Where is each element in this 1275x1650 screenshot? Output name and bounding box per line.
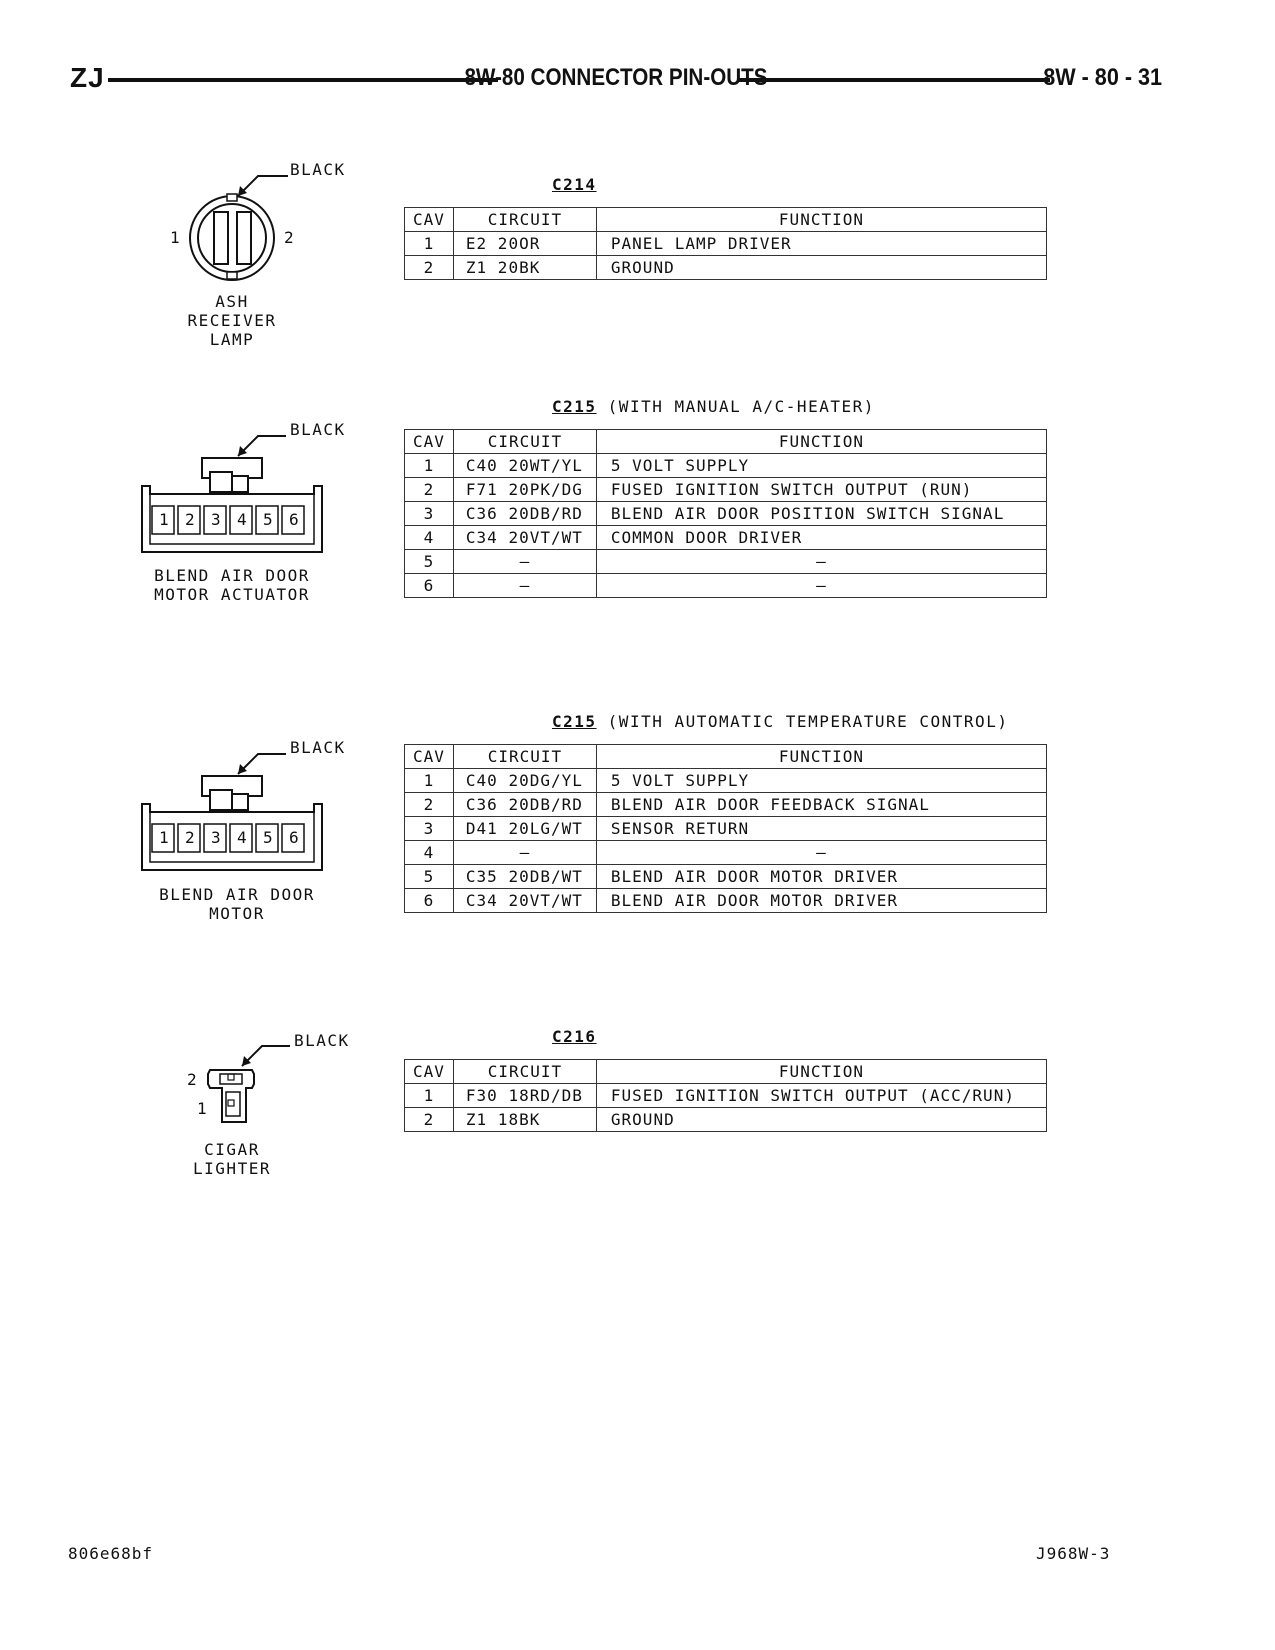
c215-manual-pin-label-3: 3 xyxy=(211,510,223,529)
table-row xyxy=(405,817,1047,841)
table-row xyxy=(405,574,1047,598)
cav-cell: 1 xyxy=(405,232,454,256)
c215-auto-connector-id: C215 xyxy=(552,712,597,731)
function-cell: – xyxy=(596,550,1046,574)
c216-pin-label-2: 2 xyxy=(187,1070,199,1089)
function-cell: GROUND xyxy=(596,256,1046,280)
table-row xyxy=(405,889,1047,913)
c215-auto-pin-table xyxy=(404,744,1047,913)
circuit-cell: C34 20VT/WT xyxy=(453,889,596,913)
cav-cell: 4 xyxy=(405,526,454,550)
c215-auto-pin-label-5: 5 xyxy=(263,828,275,847)
c214-color-label: BLACK xyxy=(290,160,346,179)
c215-manual-pin-label-6: 6 xyxy=(289,510,301,529)
cav-cell: 6 xyxy=(405,574,454,598)
footer-code-right: J968W-3 xyxy=(1036,1544,1111,1563)
circuit-cell: C40 20WT/YL xyxy=(453,454,596,478)
table-row xyxy=(405,793,1047,817)
column-header-cav: CAV xyxy=(405,208,454,232)
c215-manual-color-label: BLACK xyxy=(290,420,346,439)
circuit-cell: C34 20VT/WT xyxy=(453,526,596,550)
cav-cell: 3 xyxy=(405,817,454,841)
c215-manual-table-title xyxy=(552,397,875,416)
function-cell: FUSED IGNITION SWITCH OUTPUT (RUN) xyxy=(596,478,1046,502)
column-header-function: FUNCTION xyxy=(596,208,1046,232)
column-header-function: FUNCTION xyxy=(596,1060,1046,1084)
c214-pin-table xyxy=(404,207,1047,280)
function-cell: BLEND AIR DOOR MOTOR DRIVER xyxy=(596,865,1046,889)
function-cell: – xyxy=(596,574,1046,598)
c215-manual-connector-id: C215 xyxy=(552,397,597,416)
footer-code-left: 806e68bf xyxy=(68,1544,154,1563)
circuit-cell: E2 20OR xyxy=(453,232,596,256)
c215-manual-pin-label-4: 4 xyxy=(237,510,249,529)
circuit-cell: C36 20DB/RD xyxy=(453,793,596,817)
c215-auto-pin-label-4: 4 xyxy=(237,828,249,847)
c215-manual-connector-diagram xyxy=(138,420,338,560)
table-row xyxy=(405,550,1047,574)
column-header-function: FUNCTION xyxy=(596,745,1046,769)
c215-manual-pin-label-1: 1 xyxy=(159,510,171,529)
column-header-cav: CAV xyxy=(405,745,454,769)
cav-cell: 2 xyxy=(405,793,454,817)
column-header-cav: CAV xyxy=(405,1060,454,1084)
column-header-circuit: CIRCUIT xyxy=(453,430,596,454)
c215-auto-pin-label-1: 1 xyxy=(159,828,171,847)
table-header-row xyxy=(405,430,1047,454)
table-row xyxy=(405,454,1047,478)
table-row xyxy=(405,769,1047,793)
vehicle-code: ZJ xyxy=(70,62,105,93)
c215-manual-pin-table xyxy=(404,429,1047,598)
table-row xyxy=(405,865,1047,889)
c214-pin-label-1: 1 xyxy=(170,228,182,247)
table-row xyxy=(405,841,1047,865)
cav-cell: 5 xyxy=(405,550,454,574)
c215-auto-pin-label-6: 6 xyxy=(289,828,301,847)
circuit-cell: Z1 18BK xyxy=(453,1108,596,1132)
c215-auto-pin-label-3: 3 xyxy=(211,828,223,847)
cav-cell: 1 xyxy=(405,769,454,793)
c214-pin-label-2: 2 xyxy=(284,228,296,247)
table-row xyxy=(405,526,1047,550)
c216-component-name: CIGAR LIGHTER xyxy=(193,1140,271,1178)
c216-table-title xyxy=(552,1027,597,1046)
circuit-cell: C35 20DB/WT xyxy=(453,865,596,889)
function-cell: PANEL LAMP DRIVER xyxy=(596,232,1046,256)
circuit-cell: – xyxy=(453,550,596,574)
column-header-circuit: CIRCUIT xyxy=(453,1060,596,1084)
c216-pin-label-1: 1 xyxy=(197,1099,209,1118)
function-cell: BLEND AIR DOOR MOTOR DRIVER xyxy=(596,889,1046,913)
c214-connector-diagram xyxy=(160,160,360,290)
cav-cell: 2 xyxy=(405,478,454,502)
cav-cell: 1 xyxy=(405,1084,454,1108)
circuit-cell: C40 20DG/YL xyxy=(453,769,596,793)
c216-color-label: BLACK xyxy=(294,1031,350,1050)
function-cell: COMMON DOOR DRIVER xyxy=(596,526,1046,550)
circuit-cell: C36 20DB/RD xyxy=(453,502,596,526)
table-row xyxy=(405,1084,1047,1108)
circuit-cell: Z1 20BK xyxy=(453,256,596,280)
page-header xyxy=(70,62,1162,96)
circuit-cell: – xyxy=(453,841,596,865)
section-title: 8W-80 CONNECTOR PIN-OUTS xyxy=(464,64,768,91)
function-cell: GROUND xyxy=(596,1108,1046,1132)
column-header-cav: CAV xyxy=(405,430,454,454)
c215-manual-component-name: BLEND AIR DOOR MOTOR ACTUATOR xyxy=(154,566,310,604)
table-row xyxy=(405,502,1047,526)
table-header-row xyxy=(405,745,1047,769)
column-header-function: FUNCTION xyxy=(596,430,1046,454)
cav-cell: 2 xyxy=(405,256,454,280)
circuit-cell: F30 18RD/DB xyxy=(453,1084,596,1108)
function-cell: 5 VOLT SUPPLY xyxy=(596,769,1046,793)
column-header-circuit: CIRCUIT xyxy=(453,208,596,232)
table-row xyxy=(405,1108,1047,1132)
cav-cell: 2 xyxy=(405,1108,454,1132)
table-row xyxy=(405,256,1047,280)
cav-cell: 6 xyxy=(405,889,454,913)
table-header-row xyxy=(405,1060,1047,1084)
c215-auto-table-title xyxy=(552,712,1008,731)
function-cell: BLEND AIR DOOR FEEDBACK SIGNAL xyxy=(596,793,1046,817)
circuit-cell: D41 20LG/WT xyxy=(453,817,596,841)
c216-pin-table xyxy=(404,1059,1047,1132)
c215-auto-component-name: BLEND AIR DOOR MOTOR xyxy=(159,885,315,923)
c214-component-name: ASH RECEIVER LAMP xyxy=(187,292,277,349)
c215-manual-pin-label-5: 5 xyxy=(263,510,275,529)
c215-manual-note: (WITH MANUAL A/C-HEATER) xyxy=(607,397,875,416)
c216-connector-id: C216 xyxy=(552,1027,597,1046)
cav-cell: 1 xyxy=(405,454,454,478)
page-number: 8W - 80 - 31 xyxy=(1043,64,1162,91)
c214-table-title xyxy=(552,175,597,194)
table-row xyxy=(405,478,1047,502)
circuit-cell: F71 20PK/DG xyxy=(453,478,596,502)
cav-cell: 4 xyxy=(405,841,454,865)
c215-auto-color-label: BLACK xyxy=(290,738,346,757)
function-cell: 5 VOLT SUPPLY xyxy=(596,454,1046,478)
table-header-row xyxy=(405,208,1047,232)
c214-connector-id: C214 xyxy=(552,175,597,194)
c215-auto-connector-diagram xyxy=(138,738,338,878)
cav-cell: 3 xyxy=(405,502,454,526)
cav-cell: 5 xyxy=(405,865,454,889)
table-row xyxy=(405,232,1047,256)
function-cell: BLEND AIR DOOR POSITION SWITCH SIGNAL xyxy=(596,502,1046,526)
c215-manual-pin-label-2: 2 xyxy=(185,510,197,529)
function-cell: FUSED IGNITION SWITCH OUTPUT (ACC/RUN) xyxy=(596,1084,1046,1108)
column-header-circuit: CIRCUIT xyxy=(453,745,596,769)
c215-auto-pin-label-2: 2 xyxy=(185,828,197,847)
c215-auto-note: (WITH AUTOMATIC TEMPERATURE CONTROL) xyxy=(607,712,1009,731)
function-cell: SENSOR RETURN xyxy=(596,817,1046,841)
circuit-cell: – xyxy=(453,574,596,598)
function-cell: – xyxy=(596,841,1046,865)
